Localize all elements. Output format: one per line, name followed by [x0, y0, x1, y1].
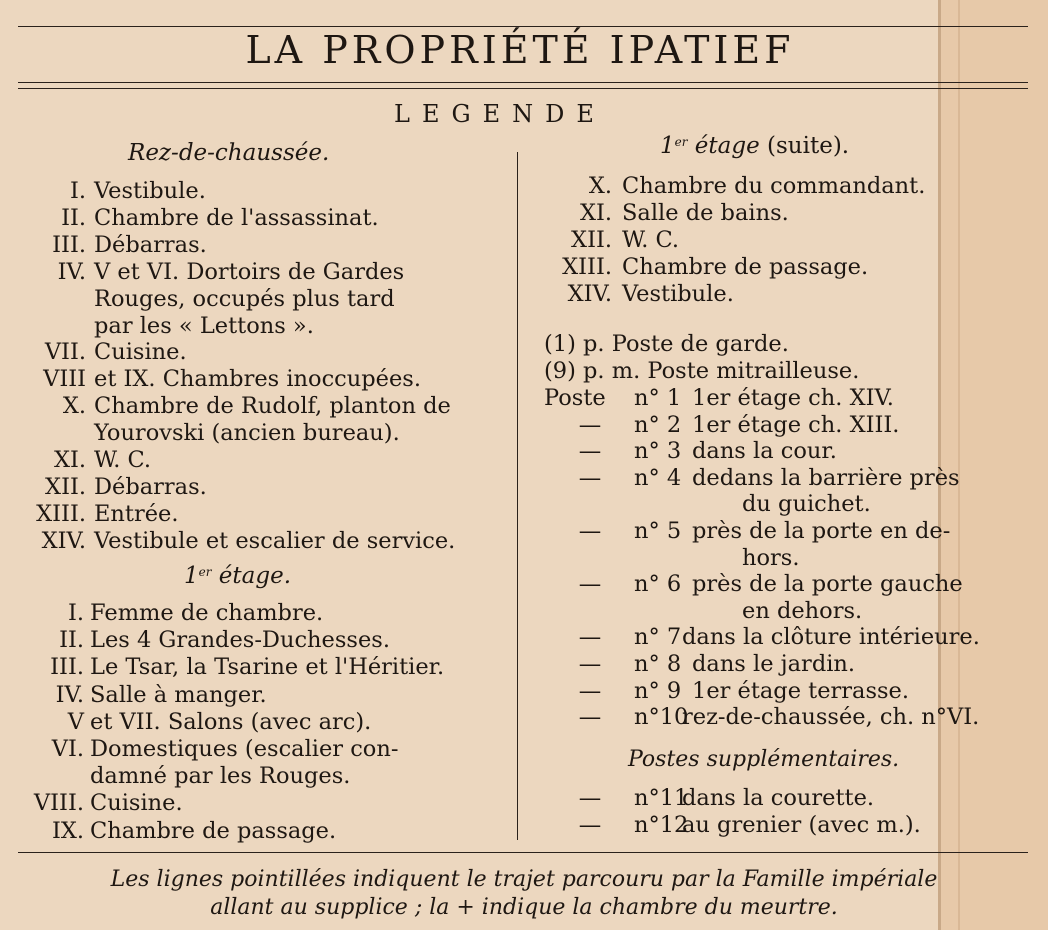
post-item-lead: —	[578, 704, 602, 731]
room-item-text: Vestibule.	[622, 280, 734, 307]
ground-floor-item-text: V et VI. Dortoirs de Gardes	[94, 258, 405, 285]
post-item-number: n° 7	[634, 624, 682, 651]
top-rule	[18, 26, 1028, 27]
room-item-text: Chambre du commandant.	[622, 173, 926, 199]
ground-floor-item-num: XI.	[53, 447, 86, 473]
first-floor-item-text: et VII. Salons (avec arc).	[90, 708, 372, 735]
first-floor-item-text: Cuisine.	[90, 790, 183, 817]
ground-floor-item-num: III.	[52, 231, 86, 258]
post-item-text: 1er étage terrasse.	[692, 677, 910, 704]
supplementary-post-lead: —	[578, 785, 602, 811]
supplementary-post-lead: —	[578, 812, 602, 838]
post-item-text: dans la clôture intérieure.	[682, 624, 980, 651]
post-item-text: dedans la barrière près	[692, 464, 960, 491]
heading-italic: étage	[694, 133, 760, 159]
first-floor-item-num: IV.	[55, 681, 84, 708]
ground-floor-item-text: Chambre de Rudolf, planton de	[94, 393, 451, 420]
post-item-lead: —	[578, 624, 602, 651]
footer-rule	[18, 852, 1028, 853]
ground-floor-item-text: Débarras.	[94, 231, 207, 258]
first-floor-item-num: VIII.	[33, 790, 84, 817]
post-item-text: 1er étage ch. XIII.	[692, 411, 900, 438]
first-floor-heading-sup: er	[198, 565, 212, 579]
room-item-text: Salle de bains.	[622, 199, 789, 226]
post-item-lead: —	[578, 438, 602, 465]
ground-floor-item-num: I.	[69, 178, 86, 204]
ground-floor-item-text: Rouges, occupés plus tard	[94, 285, 395, 312]
ground-floor-item-num: XIII.	[36, 500, 86, 527]
first-floor-heading	[184, 563, 291, 589]
title-rule	[18, 88, 1028, 89]
post-item-number: n° 8	[634, 651, 682, 677]
first-floor-item-text: Salle à manger.	[90, 681, 267, 708]
ground-floor-item-text: par les « Lettons ».	[94, 312, 314, 339]
ground-floor-item-num: XII.	[45, 473, 86, 500]
heading-rest: (suite).	[767, 133, 850, 159]
first-floor-heading-text: étage.	[218, 563, 292, 589]
post-item-number: n° 2	[634, 411, 682, 438]
first-floor-item-text: damné par les Rouges.	[90, 763, 351, 790]
supplementary-post-number: n°11	[634, 785, 689, 811]
first-floor-item-text: Chambre de passage.	[90, 817, 337, 844]
post-item-text: dans la cour.	[692, 438, 837, 465]
ground-floor-item-text: Chambre de l'assassinat.	[94, 204, 379, 231]
post-item-text: en dehors.	[742, 597, 863, 624]
ground-floor-item-text: Entrée.	[94, 500, 179, 527]
posts-intro-line: (9) p. m. Poste mitrailleuse.	[544, 358, 860, 384]
first-floor-item-num: III.	[50, 654, 84, 681]
ground-floor-item-num: X.	[62, 393, 86, 420]
column-divider	[517, 152, 518, 840]
supplementary-post-text: au grenier (avec m.).	[682, 812, 921, 838]
post-item-number: n° 5	[634, 518, 682, 544]
post-item-text: rez-de-chaussée, ch. n°VI.	[682, 704, 980, 731]
post-item-number: n° 1	[634, 385, 682, 411]
room-item-num: XIII.	[562, 253, 612, 280]
ground-floor-item-text: Vestibule.	[94, 178, 206, 204]
post-item-text: hors.	[742, 544, 800, 571]
post-item-lead: —	[578, 464, 602, 491]
post-item-number: n° 6	[634, 571, 682, 598]
ground-floor-item-num: VIII	[43, 366, 86, 393]
posts-intro-line: (1) p. Poste de garde.	[544, 331, 789, 357]
room-item-num: X.	[588, 173, 612, 199]
post-item-lead: —	[578, 651, 602, 677]
title-rule	[18, 82, 1028, 83]
ground-floor-item-num: VII.	[44, 339, 86, 366]
room-item-text: W. C.	[622, 226, 680, 253]
room-item-num: XII.	[571, 226, 612, 253]
heading-num: 1	[660, 133, 675, 159]
post-item-lead: —	[578, 411, 602, 438]
post-item-number: n° 9	[634, 677, 682, 704]
first-floor-heading-num: 1	[184, 563, 199, 589]
first-floor-cont-heading	[660, 133, 849, 159]
first-floor-item-text: Le Tsar, la Tsarine et l'Héritier.	[90, 654, 445, 681]
room-item-text: Chambre de passage.	[622, 253, 869, 280]
post-item-text: du guichet.	[742, 491, 871, 518]
room-item-num: XIV.	[567, 280, 612, 307]
room-item-num: XI.	[579, 199, 612, 226]
footer-line-1: Les lignes pointillées indiquent le trajet parcouru par la Famille impériale	[110, 867, 938, 892]
ground-floor-item-text: W. C.	[94, 447, 152, 473]
post-item-lead: —	[578, 571, 602, 598]
first-floor-item-text: Femme de chambre.	[90, 600, 324, 626]
post-item-number: n° 3	[634, 438, 682, 465]
heading-sup: er	[674, 135, 688, 149]
first-floor-item-num: I.	[67, 600, 84, 626]
ground-floor-item-text: Vestibule et escalier de service.	[94, 527, 456, 554]
post-item-text: 1er étage ch. XIV.	[692, 385, 894, 411]
first-floor-item-num: II.	[59, 627, 84, 654]
ground-floor-item-num: II.	[61, 204, 86, 231]
ground-floor-item-text: Yourovski (ancien bureau).	[94, 420, 400, 447]
first-floor-item-num: V	[67, 708, 84, 735]
post-item-text: près de la porte gauche	[692, 571, 963, 598]
ground-floor-item-num: IV.	[57, 258, 86, 285]
supplementary-heading: Postes supplémentaires.	[628, 747, 900, 772]
ground-floor-item-text: Débarras.	[94, 473, 207, 500]
first-floor-item-num: VI.	[51, 736, 84, 762]
page-title: LA PROPRIÉTÉ IPATIEF	[245, 28, 795, 72]
first-floor-item-text: Les 4 Grandes-Duchesses.	[90, 627, 390, 654]
ground-floor-item-text: Cuisine.	[94, 339, 187, 366]
post-item-number: n°10	[634, 704, 689, 731]
first-floor-item-num: IX.	[51, 817, 84, 844]
post-item-number: n° 4	[634, 464, 682, 491]
post-item-text: dans le jardin.	[692, 651, 856, 677]
first-floor-item-text: Domestiques (escalier con-	[90, 736, 399, 762]
ground-floor-item-text: et IX. Chambres inoccupées.	[94, 366, 422, 393]
post-item-lead: —	[578, 518, 602, 544]
supplementary-post-number: n°12	[634, 812, 689, 838]
ground-floor-heading: Rez-de-chaussée.	[128, 140, 330, 166]
supplementary-post-text: dans la courette.	[682, 785, 875, 811]
post-item-lead: —	[578, 677, 602, 704]
ground-floor-item-num: XIV.	[41, 527, 86, 554]
legend-heading: LEGENDE	[394, 100, 606, 128]
post-item-lead: Poste	[544, 385, 606, 411]
post-item-text: près de la porte en de-	[692, 518, 951, 544]
footer-line-2: allant au supplice ; la + indique la chambre du meurtre.	[210, 895, 838, 920]
